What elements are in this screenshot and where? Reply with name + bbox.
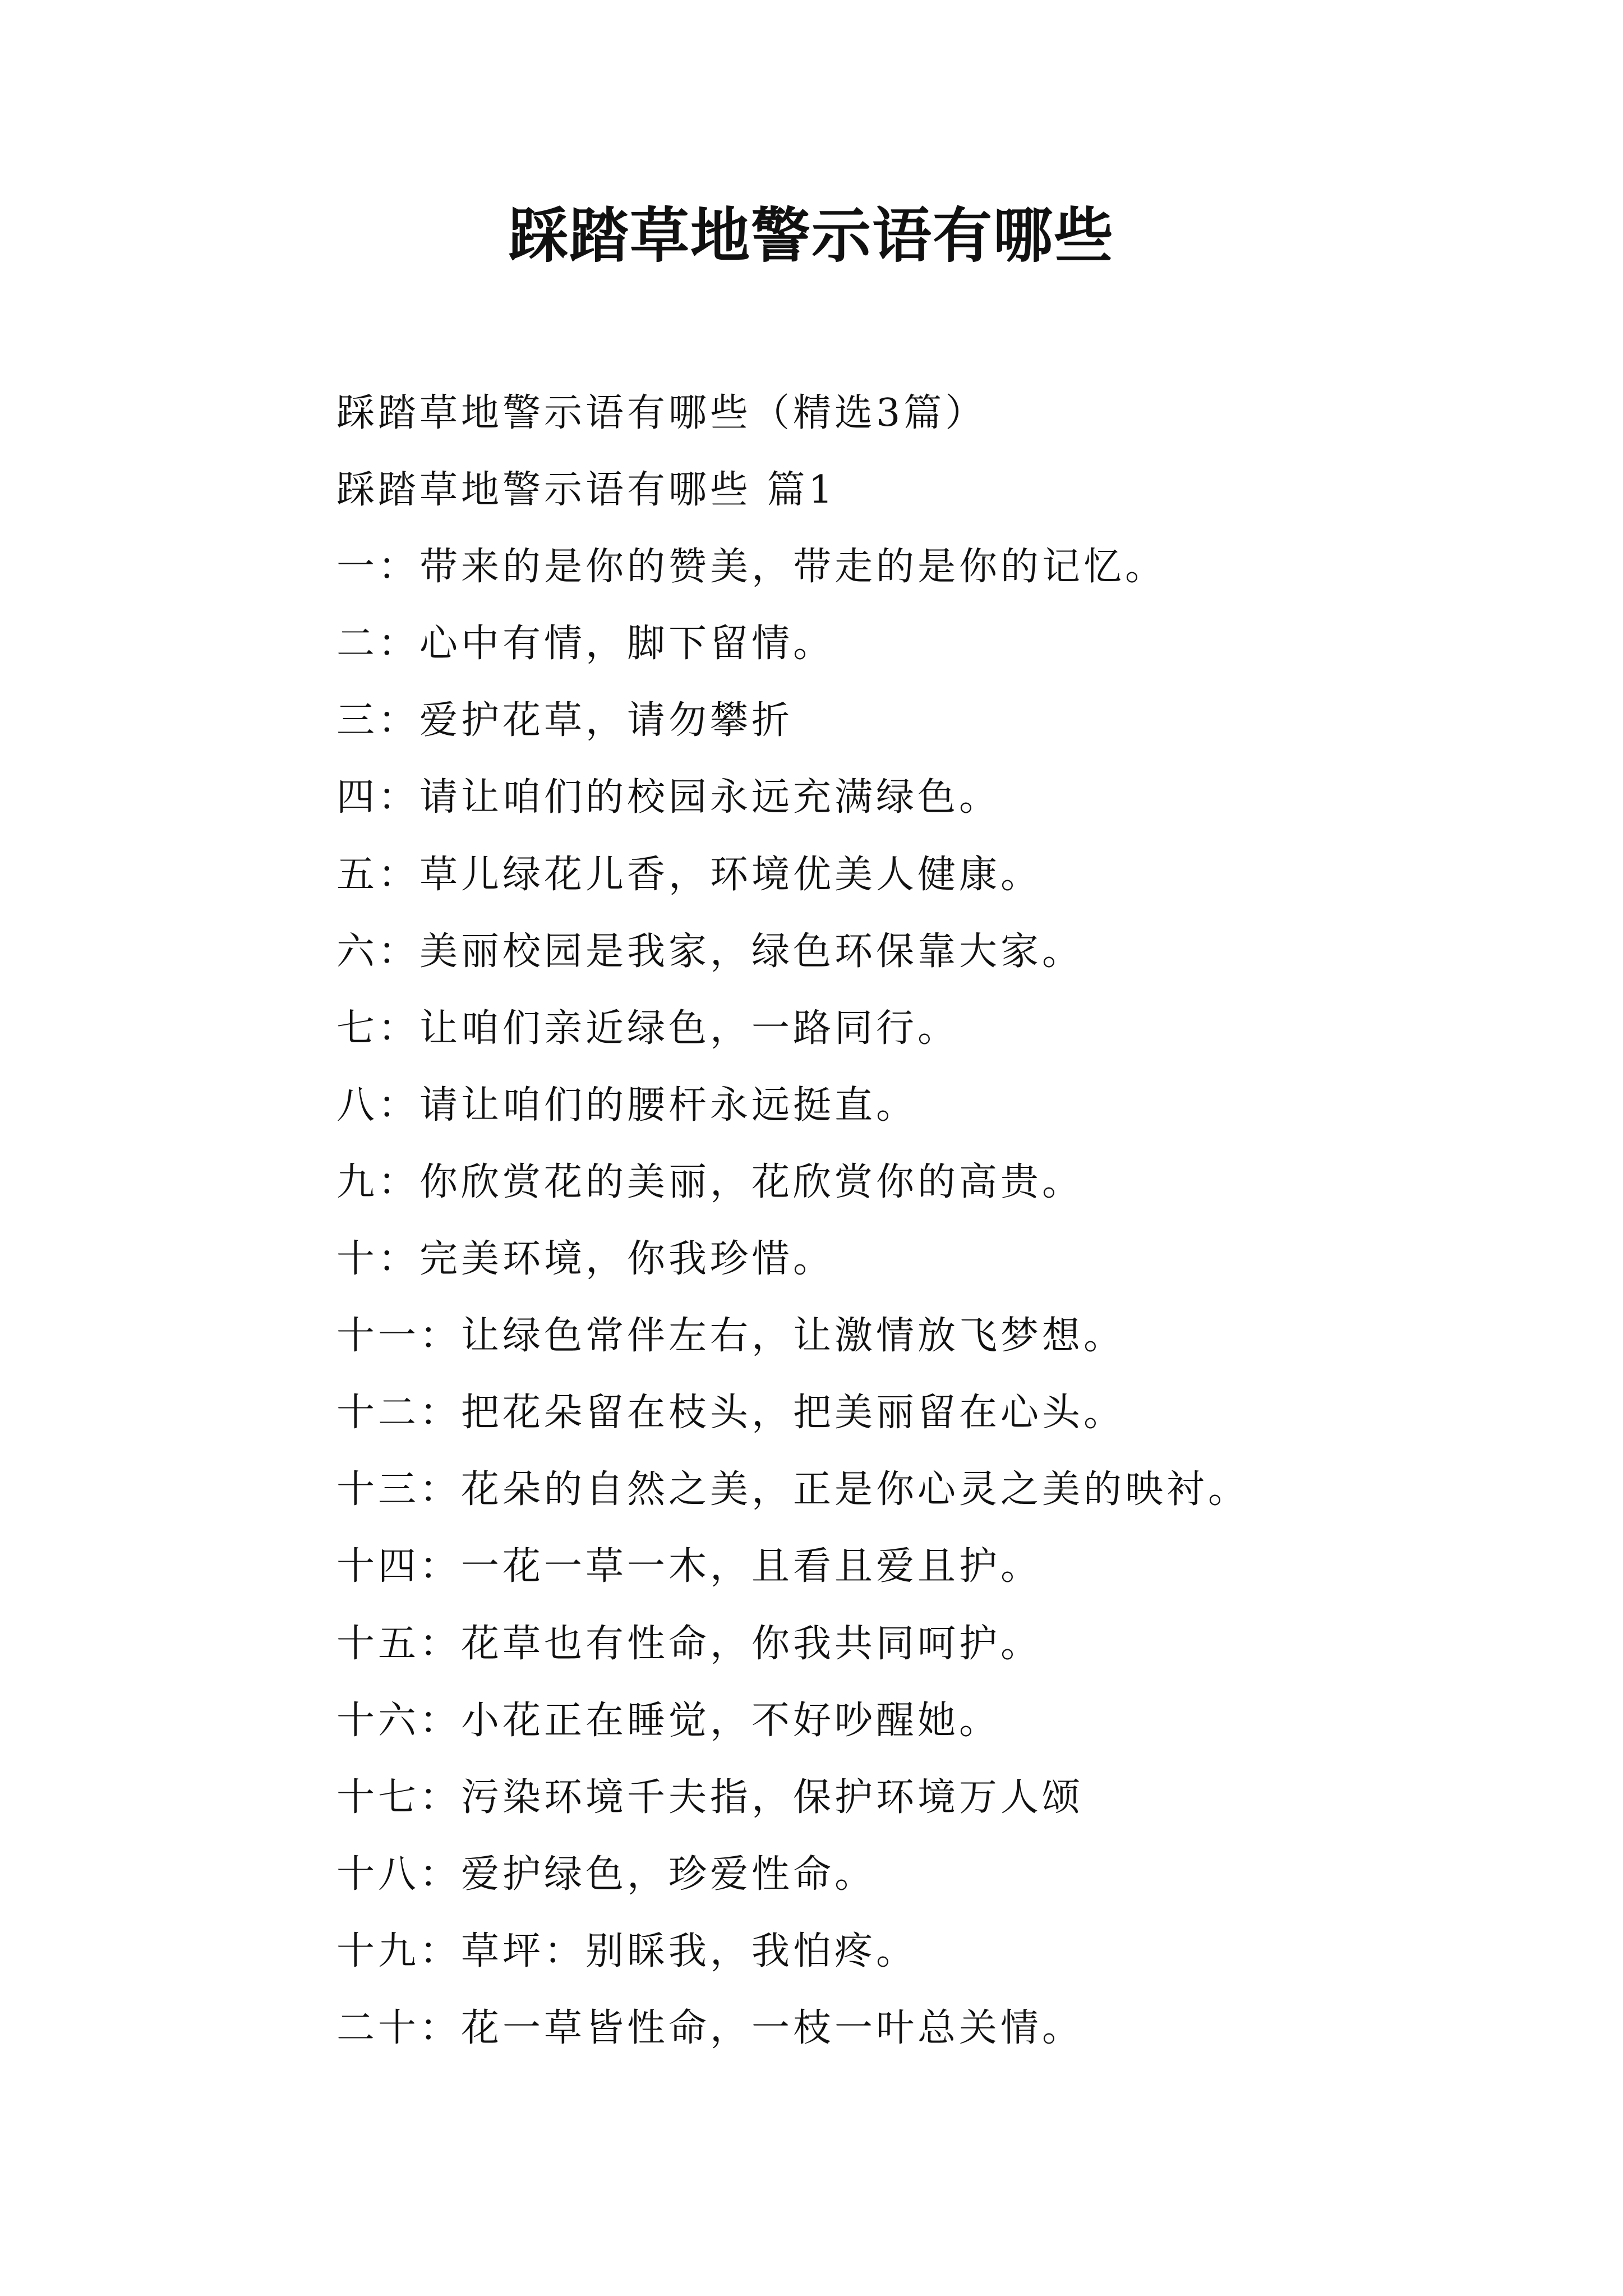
slogan-item: 十七：污染环境千夫指，保护环境万人颂 — [336, 1775, 1084, 1820]
slogan-item: 十四：一花一草一木，且看且爱且护。 — [336, 1544, 1043, 1589]
document-subtitle: 踩踏草地警示语有哪些（精选3篇） — [336, 391, 987, 435]
slogan-item: 四：请让咱们的校园永远充满绿色。 — [336, 775, 1001, 820]
slogan-item: 九：你欣赏花的美丽，花欣赏你的高贵。 — [336, 1159, 1084, 1204]
slogan-item: 三：爱护花草，请勿攀折 — [336, 698, 794, 743]
slogan-item: 一：带来的是你的赞美，带走的是你的记忆。 — [336, 545, 1167, 590]
slogan-item: 八：请让咱们的腰杆永远挺直。 — [336, 1083, 918, 1128]
document-title: 踩踏草地警示语有哪些 — [509, 200, 1114, 270]
slogan-item: 十五：花草也有性命，你我共同呵护。 — [336, 1621, 1043, 1666]
slogan-item: 六：美丽校园是我家，绿色环保靠大家。 — [336, 929, 1084, 974]
slogan-item: 十：完美环境，你我珍惜。 — [336, 1237, 835, 1282]
slogan-item: 十一：让绿色常伴左右，让激情放飞梦想。 — [336, 1314, 1126, 1359]
slogan-item: 二十：花一草皆性命，一枝一叶总关情。 — [336, 2005, 1084, 2050]
slogan-item: 七：让咱们亲近绿色，一路同行。 — [336, 1006, 960, 1051]
section-heading: 踩踏草地警示语有哪些 篇1 — [336, 468, 836, 513]
slogan-item: 十八：爱护绿色，珍爱性命。 — [336, 1852, 877, 1897]
document-body — [336, 375, 1542, 2067]
slogan-item: 十二：把花朵留在枝头，把美丽留在心头。 — [336, 1391, 1126, 1435]
slogan-item: 五：草儿绿花儿香，环境优美人健康。 — [336, 852, 1043, 897]
slogan-item: 十六：小花正在睡觉，不好吵醒她。 — [336, 1698, 1001, 1743]
slogan-item: 十三：花朵的自然之美，正是你心灵之美的映衬。 — [336, 1467, 1250, 1512]
slogan-item: 二：心中有情，脚下留情。 — [336, 622, 835, 666]
slogan-item: 十九：草坪：别睬我，我怕疼。 — [336, 1929, 918, 1973]
